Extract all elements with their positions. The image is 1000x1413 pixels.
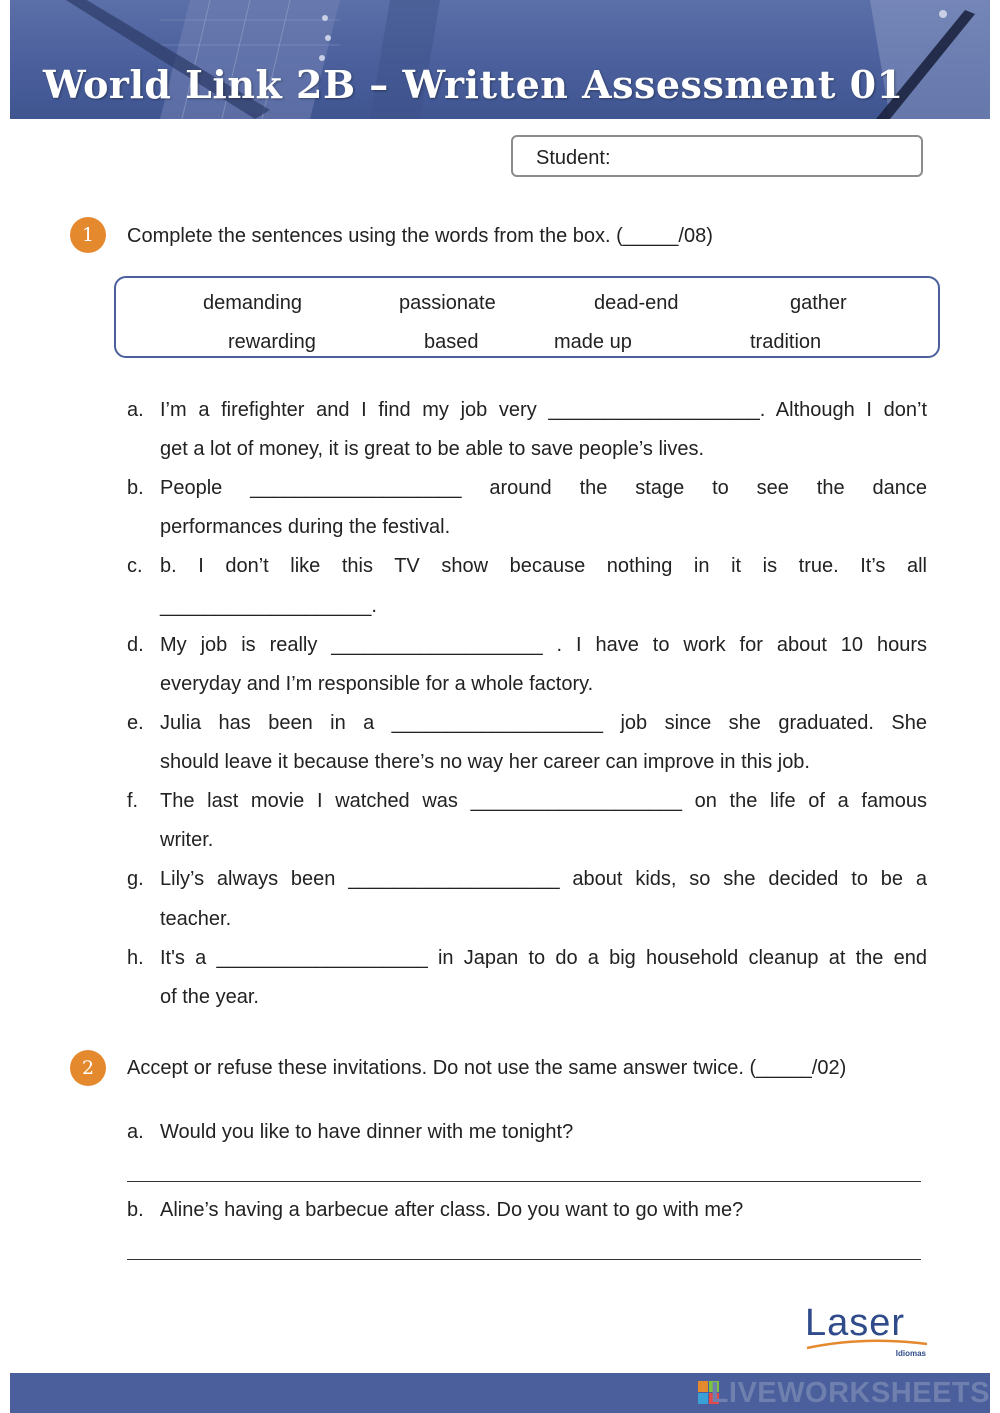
question-g-line1[interactable]: Lily’s always been ___________________ about kids, so she decided to be a bbox=[160, 868, 927, 890]
section-2-instruction: Accept or refuse these invitations. Do not use the same answer twice. (_____/02) bbox=[127, 1057, 847, 1079]
question-f-line1[interactable]: The last movie I watched was ___________________ on the life of a famous bbox=[160, 790, 927, 812]
word-box-item: gather bbox=[790, 292, 847, 314]
question-h-line1[interactable]: It's a ___________________ in Japan to do a big household cleanup at the end bbox=[160, 947, 927, 969]
question-f-line2: writer. bbox=[160, 829, 214, 851]
invitation-b-text: Aline’s having a barbecue after class. Do you want to go with me? bbox=[160, 1199, 744, 1221]
word-box-item: rewarding bbox=[228, 331, 316, 353]
invitation-a-text: Would you like to have dinner with me tonight? bbox=[160, 1121, 574, 1143]
student-name-field[interactable] bbox=[511, 135, 923, 177]
question-letter: f. bbox=[127, 790, 139, 812]
question-h-line2: of the year. bbox=[160, 986, 259, 1008]
question-letter: c. bbox=[127, 555, 143, 577]
invitation-a-answer-line[interactable] bbox=[127, 1181, 921, 1182]
laser-logo-text: Laser bbox=[805, 1302, 906, 1344]
question-letter: g. bbox=[127, 868, 144, 890]
question-b-line2: performances during the festival. bbox=[160, 516, 451, 538]
question-e-line2: should leave it because there’s no way her career can improve in this job. bbox=[160, 751, 810, 773]
section-1-instruction: Complete the sentences using the words from the box. (_____/08) bbox=[127, 225, 713, 247]
question-c-line1: b. I don’t like this TV show because nothing in it is true. It’s all bbox=[160, 555, 927, 577]
footer-bar bbox=[10, 1373, 990, 1413]
invitation-b-answer-line[interactable] bbox=[127, 1259, 921, 1260]
section-2-badge: 2 bbox=[70, 1050, 106, 1086]
question-letter: a. bbox=[127, 1121, 144, 1143]
word-box-item: made up bbox=[554, 331, 632, 353]
question-e-line1[interactable]: Julia has been in a ___________________ job since she graduated. She bbox=[160, 712, 927, 734]
laser-logo-subtitle: Idiomas bbox=[895, 1349, 926, 1358]
question-letter: d. bbox=[127, 634, 144, 656]
word-box-item: passionate bbox=[399, 292, 496, 314]
word-box-item: dead-end bbox=[594, 292, 679, 314]
question-letter: b. bbox=[127, 1199, 144, 1221]
question-d-line1[interactable]: My job is really ___________________ . I have to work for about 10 hours bbox=[160, 634, 927, 656]
laser-logo bbox=[805, 1302, 930, 1362]
question-b-line1[interactable]: People ___________________ around the stage to see the dance bbox=[160, 477, 927, 499]
word-box-item: tradition bbox=[750, 331, 822, 353]
question-a-line1[interactable]: I’m a firefighter and I find my job very ___________________. Although I don’t bbox=[160, 399, 927, 421]
header-banner bbox=[10, 0, 990, 119]
question-letter: a. bbox=[127, 399, 144, 421]
question-a-line2: get a lot of money, it is great to be able to save people’s lives. bbox=[160, 438, 705, 460]
question-c-line2[interactable]: ___________________. bbox=[160, 595, 377, 617]
question-d-line2: everyday and I’m responsible for a whole factory. bbox=[160, 673, 594, 695]
question-letter: b. bbox=[127, 477, 144, 499]
page-title: World Link 2B – Written Assessment 01 bbox=[43, 62, 904, 107]
student-label: Student: bbox=[536, 147, 611, 169]
section-1-badge: 1 bbox=[70, 217, 106, 253]
liveworksheets-brand[interactable]: LIVEWORKSHEETS bbox=[710, 1377, 990, 1409]
word-box-item: based bbox=[424, 331, 479, 353]
question-letter: h. bbox=[127, 947, 144, 969]
word-box-item: demanding bbox=[203, 292, 302, 314]
question-letter: e. bbox=[127, 712, 144, 734]
question-g-line2: teacher. bbox=[160, 908, 232, 930]
